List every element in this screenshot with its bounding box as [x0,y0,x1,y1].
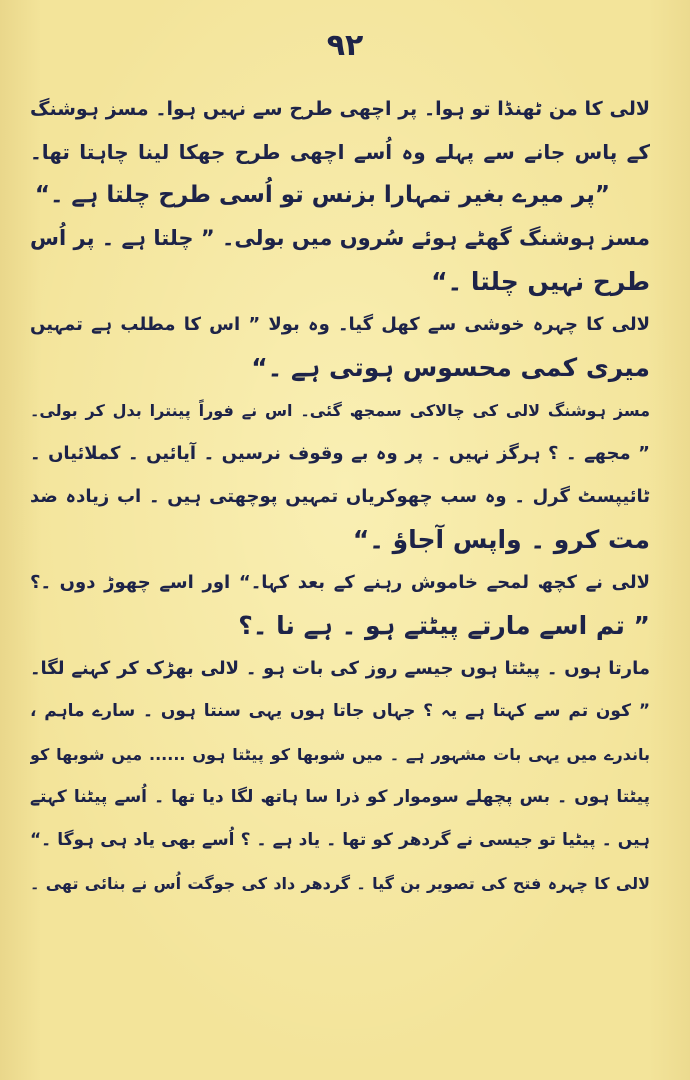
text-line: مسز ہوشنگ گھٹے ہوئے سُروں میں بولی۔ ” چلتا ہے ۔ پر اُس [30,226,650,250]
text-line: لالی کا چہرہ خوشی سے کھل گیا۔ وہ بولا ” اس کا مطلب ہے تمہیں [30,314,650,335]
text-line: پیٹتا ہوں ۔ بس پچھلے سوموار کو ذرا سا ہاتھ لگا دیا تھا ۔ اُسے پیٹنا کہتے [30,787,650,807]
text-line: ”پر میرے بغیر تمہارا بزنس تو اُسی طرح چلتا ہے ۔“ [34,182,610,208]
text-line: مسز ہوشنگ لالی کی چالاکی سمجھ گئی۔ اس نے فوراً پینترا بدل کر بولی۔ [30,401,650,420]
text-line: لالی نے کچھ لمحے خاموش رہنے کے بعد کہا۔“ اور اسے چھوڑ دوں ۔؟ [30,572,650,593]
text-line: مت کرو ۔ واپس آجاؤ ۔“ [352,525,650,554]
text-line: میری کمی محسوس ہوتی ہے ۔“ [251,353,650,382]
text-line: مارتا ہوں ۔ پیٹتا ہوں جیسے روز کی بات ہو ۔ لالی بھڑک کر کہنے لگا۔ [30,658,650,679]
page-number: ۹۲ [326,28,364,63]
text-line: ” تم اسے مارتے پیٹتے ہو ۔ ہے نا ۔؟ [238,611,650,640]
text-line: کے پاس جانے سے پہلے وہ اُسے اچھی طرح جھکا لینا چاہتا تھا۔ [30,140,650,164]
text-line: لالی کا چہرہ فتح کی تصویر بن گیا ۔ گردھر داد کی جوگت اُس نے بنائی تھی ۔ [30,874,650,893]
text-line: ” کون تم سے کہتا ہے یہ ؟ جہاں جاتا ہوں یہی سنتا ہوں ۔ سارے ماہم ، [30,701,650,721]
body-text [30,88,650,905]
text-line: طرح نہیں چلتا ۔“ [431,267,650,296]
text-line: باندرے میں یہی بات مشہور ہے ۔ میں شوبھا کو پیٹتا ہوں ...... میں شوبھا کو [30,745,650,764]
text-line: ٹائیپسٹ گرل ۔ وہ سب چھوکریاں تمہیں پوچھتی ہیں ۔ اب زیادہ ضد [30,486,650,507]
text-line: ” مجھے ۔ ؟ ہرگز نہیں ۔ پر وہ بے وقوف نرسیں ۔ آیائیں ۔ کملائیاں ۔ [30,443,650,464]
text-line: لالی کا من ٹھنڈا تو ہوا۔ پر اچھی طرح سے نہیں ہوا۔ مسز ہوشنگ [30,98,650,120]
text-line: ہیں ۔ پیٹیا تو جیسی نے گردھر کو تھا ۔ یاد ہے ۔ ؟ اُسے بھی یاد ہی ہوگا ۔“ [30,830,650,850]
